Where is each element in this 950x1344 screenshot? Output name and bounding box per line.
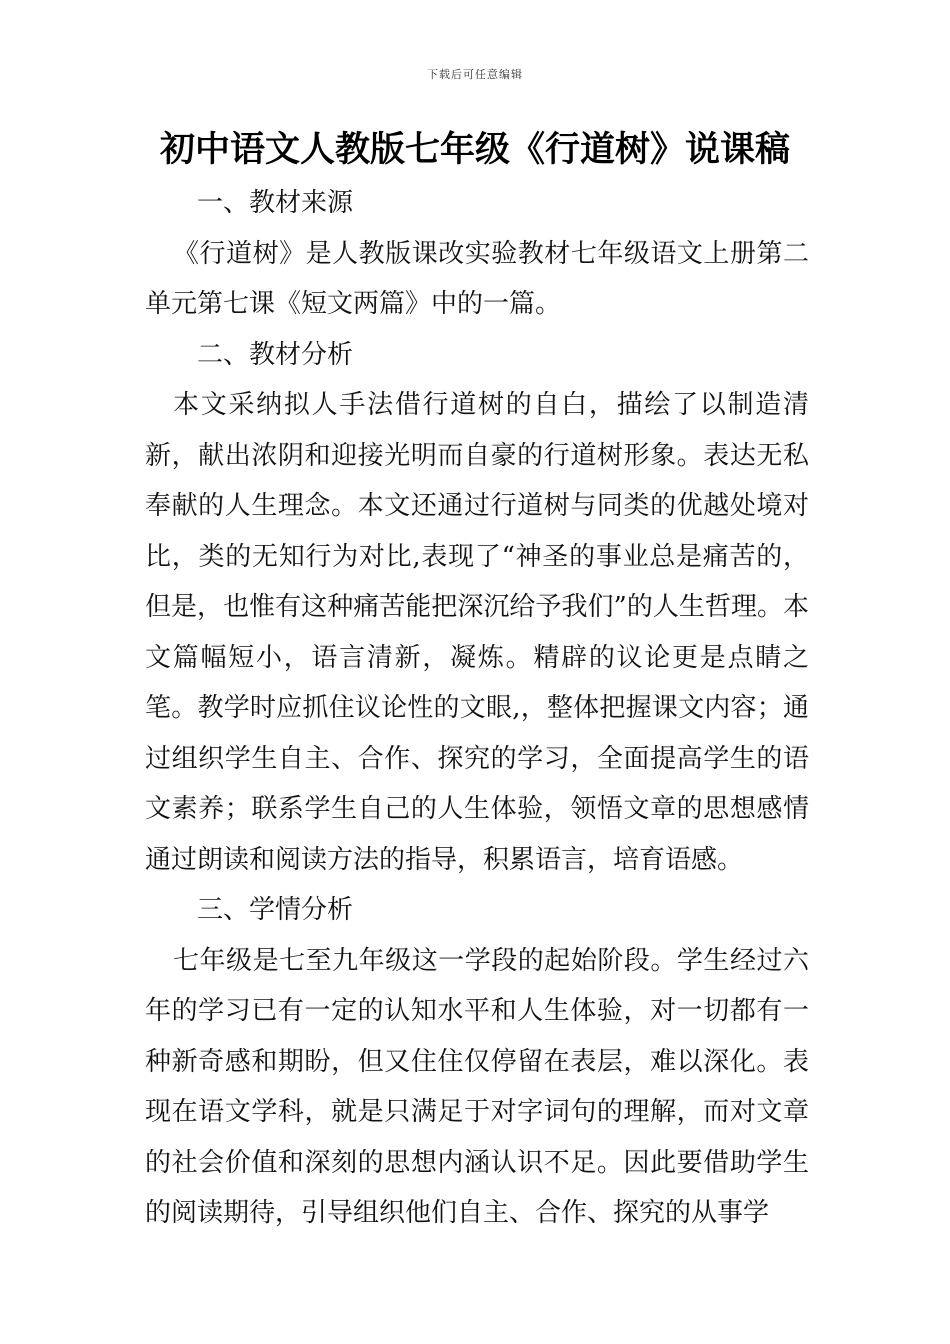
document-body	[145, 178, 809, 1239]
section-heading-source: 一、教材来源	[197, 188, 354, 218]
section-paragraph-students: 七年级是七至九年级这一学段的起始阶段。学生经过六年的学习已有一定的认知水平和人生体验，对一切都有一种新奇感和期盼，但又住住仅停留在表层，难以深化。表现在语文学科，就是只满足于对字词句的理解，而对文章的社会价值和深刻的思想内涵认识不足。因此要借助学生的阅读期待，引导组织他们自主、合作、探究的从事学	[145, 945, 809, 1228]
section-paragraph-source: 《行道树》是人教版课改实验教材七年级语文上册第二单元第七课《短文两篇》中的一篇。	[145, 238, 809, 319]
header-note: 下载后可任意编辑	[427, 68, 523, 81]
section-heading-students: 三、学情分析	[197, 895, 354, 925]
section-paragraph-analysis: 本文采纳拟人手法借行道树的自白，描绘了以制造清新，献出浓阴和迎接光明而自豪的行道树形象。表达无私奉献的人生理念。本文还通过行道树与同类的优越处境对比，类的无知行为对比,表现了“神圣的事业总是痛苦的，但是，也惟有这种痛苦能把深沉给予我们”的人生哲理。本文篇幅短小，语言清新，凝炼。精辟的议论更是点睛之笔。教学时应抓住议论性的文眼,，整体把握课文内容；通过组织学生自主、合作、探究的学习，全面提高学生的语文素养；联系学生自己的人生体验，领悟文章的思想感情通过朗读和阅读方法的指导，积累语言，培育语感。	[145, 390, 809, 875]
document-title: 初中语文人教版七年级《行道树》说课稿	[159, 130, 790, 170]
section-heading-analysis: 二、教材分析	[197, 339, 354, 370]
